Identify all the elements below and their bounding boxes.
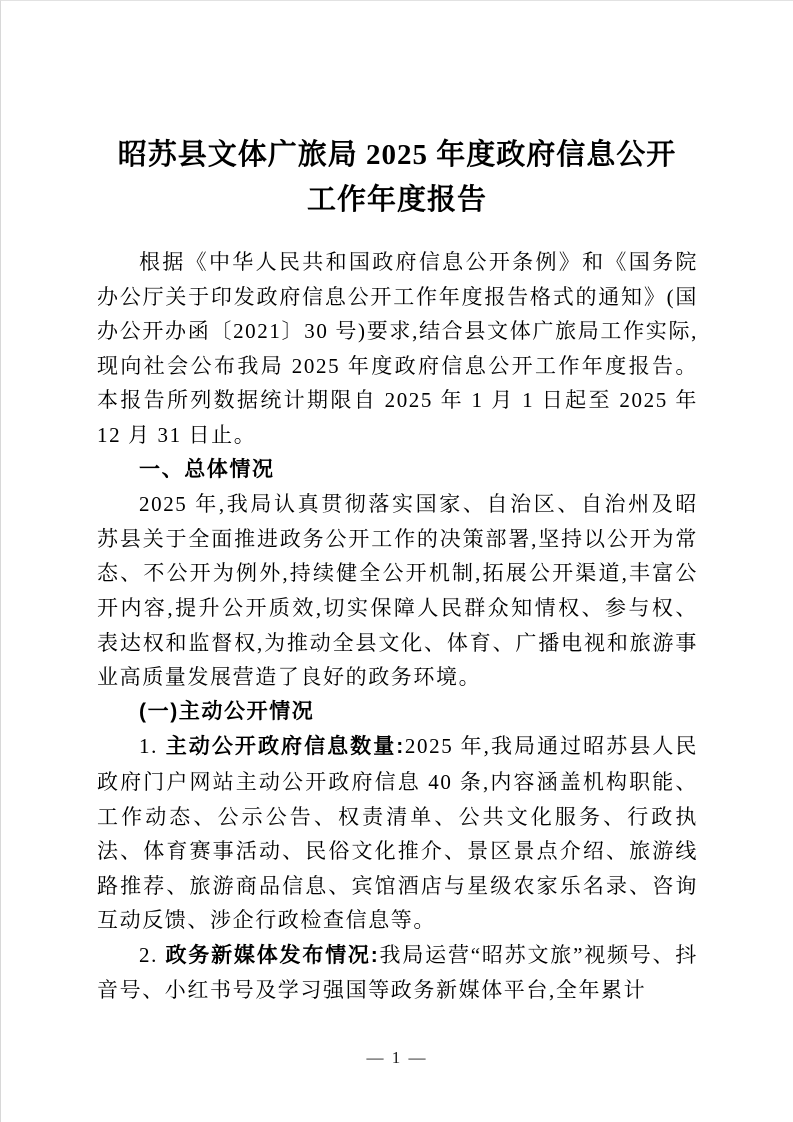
- item-lead-new-media: 政务新媒体发布情况:: [165, 943, 380, 967]
- page-number: — 1 —: [366, 1048, 428, 1067]
- intro-paragraph: 根据《中华人民共和国政府信息公开条例》和《国务院办公厅关于印发政府信息公开工作年度报告格式的通知》(国办公开办函〔2021〕30 号)要求,结合县文体广旅局工作实际,现向社会公布我局 2025 年度政府信息公开工作年度报告。本报告所列数据统计期限自 2025 年 1 月 1 日起至 2025 年 12 月 31 日止。: [97, 250, 698, 447]
- overview-paragraph: 2025 年,我局认真贯彻落实国家、自治区、自治州及昭苏县关于全面推进政务公开工作的决策部署,坚持以公开为常态、不公开为例外,持续健全公开机制,拓展公开渠道,丰富公开内容,提升公开质效,切实保障人民群众知情权、参与权、表达权和监督权,为推动全县文化、体育、广播电视和旅游事业高质量发展营造了良好的政务环境。: [97, 492, 698, 690]
- page-footer: [1, 1048, 793, 1068]
- item-text-new-media: 我局运营“昭苏文旅”视频号、抖音号、小红书号及学习强国等政务新媒体平台,全年累计: [97, 942, 699, 1003]
- item-paragraph-disclosure-count: [97, 729, 698, 938]
- subsection-heading-active-disclosure: (一)主动公开情况: [139, 699, 315, 723]
- item-text-disclosure-count: 2025 年,我局通过昭苏县人民政府门户网站主动公开政府信息 40 条,内容涵盖机构职能、工作动态、公示公告、权责清单、公共文化服务、行政执法、体育赛事活动、民俗文化推介、景区景点介绍、旅游线路推荐、旅游商品信息、宾馆酒店与星级农家乐名录、咨询互动反馈、涉企行政检查信息等。: [97, 734, 698, 933]
- document-title-line-1: 昭苏县文体广旅局 2025 年度政府信息公开: [117, 139, 677, 171]
- item-paragraph-new-media: [97, 938, 698, 1008]
- document-body: [97, 245, 698, 1008]
- item-number-1: 1.: [139, 734, 158, 759]
- document-title: [1, 1, 793, 223]
- item-lead-disclosure-count: 主动公开政府信息数量:: [165, 735, 405, 759]
- document-title-line-2: 工作年度报告: [306, 184, 487, 216]
- item-number-2: 2.: [139, 942, 158, 967]
- section-heading-overview: 一、总体情况: [139, 457, 275, 481]
